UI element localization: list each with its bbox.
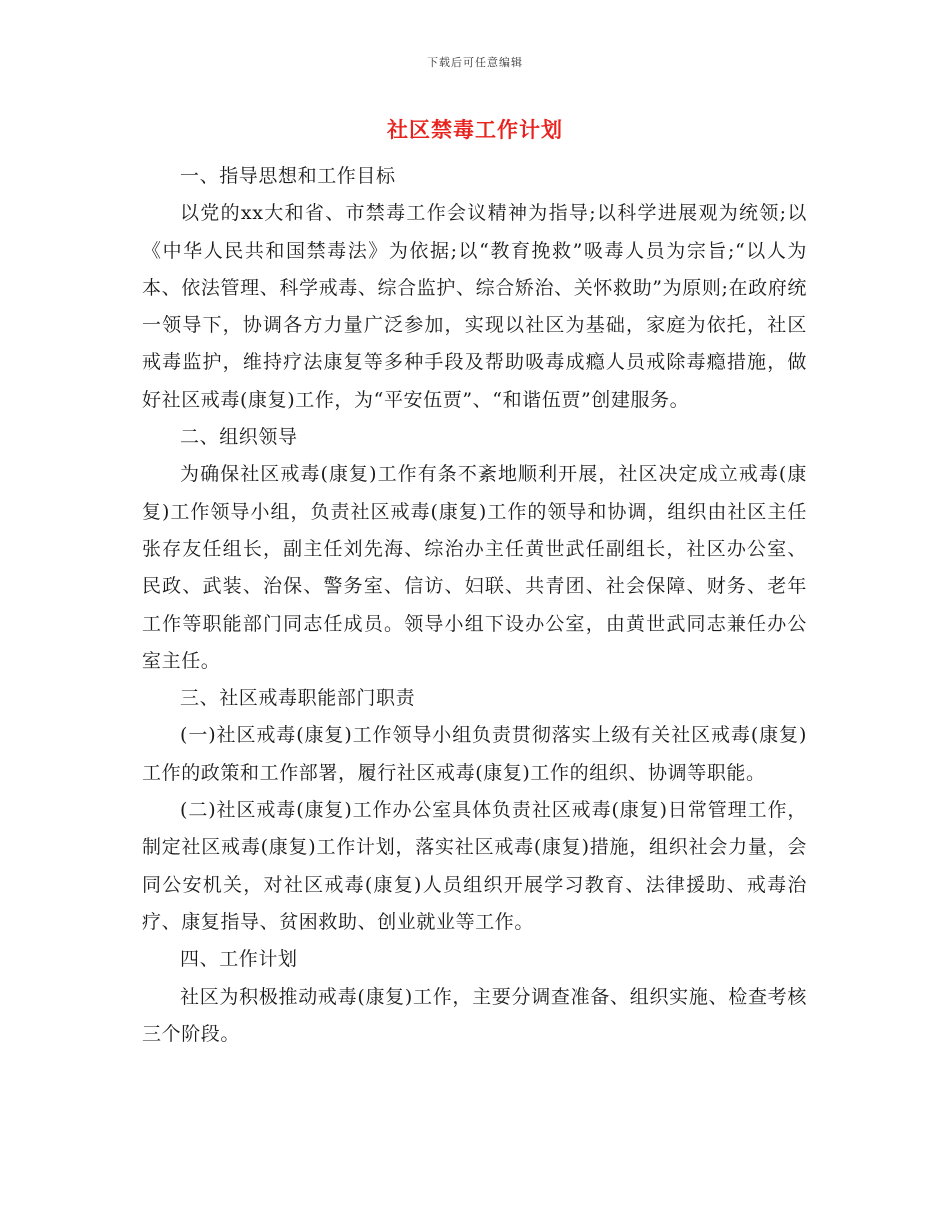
paragraph-duty-2: (二)社区戒毒(康复)工作办公室具体负责社区戒毒(康复)日常管理工作，制定社区戒毒(康复)工作计划，落实社区戒毒(康复)措施，组织社会力量，会同公安机关，对社区戒毒(康复)人员组织开展学习教育、法律援助、戒毒治疗、康复指导、贫困救助、创业就业等工作。 bbox=[142, 799, 807, 933]
document-title: 社区禁毒工作计划 bbox=[387, 117, 563, 142]
section-heading-4: 四、工作计划 bbox=[180, 948, 298, 971]
section-heading-2: 二、组织领导 bbox=[180, 426, 298, 449]
paragraph-organization: 为确保社区戒毒(康复)工作有条不紊地顺利开展，社区决定成立戒毒(康复)工作领导小组，负责社区戒毒(康复)工作的领导和协调，组织由社区主任张存友任组长，副主任刘先海、综治办主任黄世武任副组长，社区办公室、民政、武装、治保、警务室、信访、妇联、共青团、社会保障、财务、老年工作等职能部门同志任成员。领导小组下设办公室，由黄世武同志兼任办公室主任。 bbox=[142, 463, 807, 672]
paragraph-duty-1: (一)社区戒毒(康复)工作领导小组负责贯彻落实上级有关社区戒毒(康复)工作的政策和工作部署，履行社区戒毒(康复)工作的组织、协调等职能。 bbox=[142, 724, 807, 784]
paragraph-work-plan: 社区为积极推动戒毒(康复)工作，主要分调查准备、组织实施、检查考核三个阶段。 bbox=[142, 985, 807, 1045]
page-header-note: 下载后可任意编辑 bbox=[427, 56, 523, 69]
paragraph-guiding-thought: 以党的xx大和省、市禁毒工作会议精神为指导;以科学进展观为统领;以《中华人民共和国禁毒法》为依据;以“教育挽救”吸毒人员为宗旨;“以人为本、依法管理、科学戒毒、综合监护、综合矫治、关怀救助”为原则;在政府统一领导下，协调各方力量广泛参加，实现以社区为基础，家庭为依托，社区戒毒监护，维持疗法康复等多种手段及帮助吸毒成瘾人员戒除毒瘾措施，做好社区戒毒(康复)工作，为“平安伍贾”、“和谐伍贾”创建服务。 bbox=[142, 202, 807, 411]
document-body bbox=[142, 158, 807, 1053]
section-heading-3: 三、社区戒毒职能部门职责 bbox=[180, 687, 416, 710]
section-heading-1: 一、指导思想和工作目标 bbox=[180, 165, 396, 187]
